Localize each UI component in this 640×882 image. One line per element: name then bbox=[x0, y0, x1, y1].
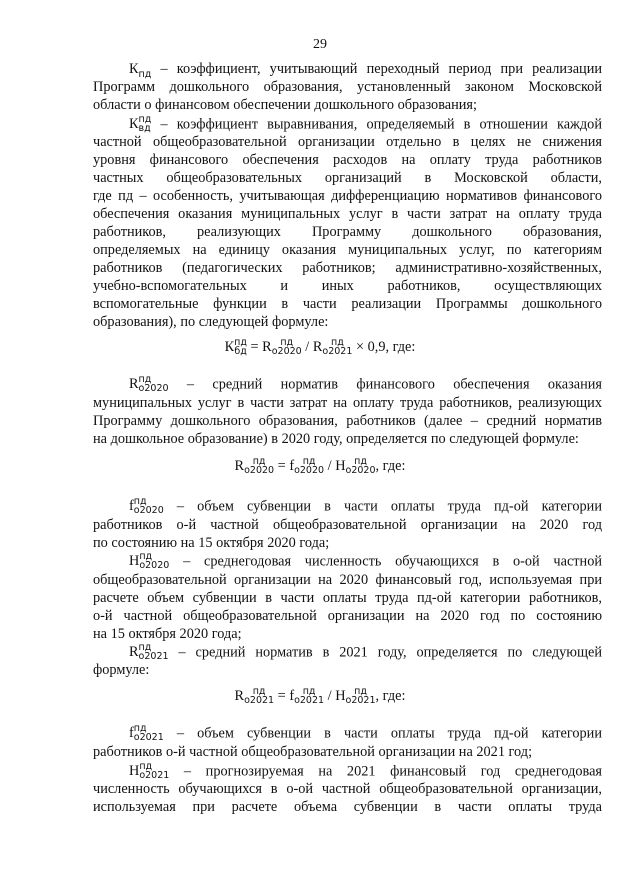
text-line: Программ дошкольного образования, установленный законом Московской bbox=[93, 79, 602, 95]
text-line: на дошкольное образование) в 2020 году, определяется по следующей формуле: bbox=[93, 431, 579, 447]
text-line: вспомогательные функции в части реализации Программы дошкольного bbox=[93, 296, 602, 312]
text-line: R пд о2020 – средний норматив финансового обеспечения оказания bbox=[129, 374, 602, 394]
text-line: частной общеобразовательной организации отдельно в целях не снижения bbox=[93, 134, 602, 150]
formula-r-2020: R пд о2020 = f пд о2020 / Н пд о2020 , где: bbox=[234, 455, 406, 476]
text-line: области о финансовом обеспечении дошкольного образования; bbox=[93, 97, 477, 113]
text-line: Н пд о2020 – среднегодовая численность обучающихся в о-ой частной bbox=[129, 551, 602, 571]
symbol-r-2020: R пд о2020 bbox=[129, 374, 169, 394]
formula-k-bd: К пд бд = R пд о2020 / R пд о2021 × 0,9, где: bbox=[224, 336, 416, 357]
text-line: Программу дошкольного образования, работников (далее – средний норматив bbox=[93, 413, 602, 429]
text-line: о-й частной общеобразовательной организации на 2020 год по состоянию bbox=[93, 608, 602, 624]
symbol-k: $К_{пд}$ bbox=[129, 61, 152, 80]
text-line: R пд о2021 – средний норматив в 2021 году, определяется по следующей bbox=[129, 642, 602, 662]
text-line: работников о-й частной общеобразовательной организации на 2021 год; bbox=[93, 744, 533, 760]
symbol-f-2020: f пд о2020 bbox=[129, 496, 164, 516]
text-line: $К_{пд}$ – коэффициент, учитывающий переходный период при реализации bbox=[129, 61, 602, 80]
text-line: работников, реализующих Программу дошкольного образования, bbox=[93, 224, 602, 240]
page-number: 29 bbox=[313, 37, 327, 52]
symbol-h-2021: Н пд о2021 bbox=[129, 761, 170, 781]
symbol-r-2021: R пд о2021 bbox=[129, 642, 169, 662]
symbol-k-vd: К пд вд bbox=[129, 114, 152, 134]
text-line: К пд вд – коэффициент выравнивания, определяемый в отношении каждой bbox=[129, 114, 602, 134]
text-line: f пд о2021 – объем субвенции в части оплаты труда пд-ой категории bbox=[129, 723, 602, 743]
text-line: общеобразовательной организации на 2020 финансовый год, используемая при bbox=[93, 572, 602, 588]
symbol-f-2021: f пд о2021 bbox=[129, 723, 164, 743]
text-line: формуле: bbox=[93, 662, 150, 678]
text-line: численность обучающихся в о-ой частной общеобразовательной организации, bbox=[93, 781, 602, 797]
text-line: f пд о2020 – объем субвенции в части оплаты труда пд-ой категории bbox=[129, 496, 602, 516]
text-line: образования), по следующей формуле: bbox=[93, 314, 329, 330]
text-line: обеспечения оказания муниципальных услуг в части затрат на оплату труда bbox=[93, 206, 602, 222]
text-line: расчете объем субвенции в части оплаты труда пд-ой категории работников, bbox=[93, 590, 602, 606]
text-line: учебно-вспомогательных и иных работников, осуществляющих bbox=[93, 278, 602, 294]
text-line: уровня финансового обеспечения расходов на оплату труда работников bbox=[93, 152, 602, 168]
symbol-h-2020: Н пд о2020 bbox=[129, 551, 170, 571]
text-line: определяемых на единицу оказания муниципальных услуг, по категориям bbox=[93, 242, 602, 258]
text-line: работников (педагогических работников; административно-хозяйственных, bbox=[93, 260, 602, 276]
text-line: частных общеобразовательных организаций в Московской области, bbox=[93, 170, 602, 186]
text-line: работников о-й частной общеобразовательной организации на 2020 год bbox=[93, 517, 602, 533]
text-line: муниципальных услуг в части затрат на оплату труда работников, реализующих bbox=[93, 395, 602, 411]
text-line: по состоянию на 15 октября 2020 года; bbox=[93, 535, 330, 551]
text-line: Н пд о2021 – прогнозируемая на 2021 финансовый год среднегодовая bbox=[129, 761, 602, 781]
formula-r-2021: R пд о2021 = f пд о2021 / Н пд о2021 , где: bbox=[234, 685, 406, 706]
text-line: используемая при расчете объема субвенции в части оплаты труда bbox=[93, 799, 602, 815]
text-line: на 15 октября 2020 года; bbox=[93, 626, 242, 642]
text-line: где пд – особенность, учитывающая дифференциацию нормативов финансового bbox=[93, 188, 602, 204]
